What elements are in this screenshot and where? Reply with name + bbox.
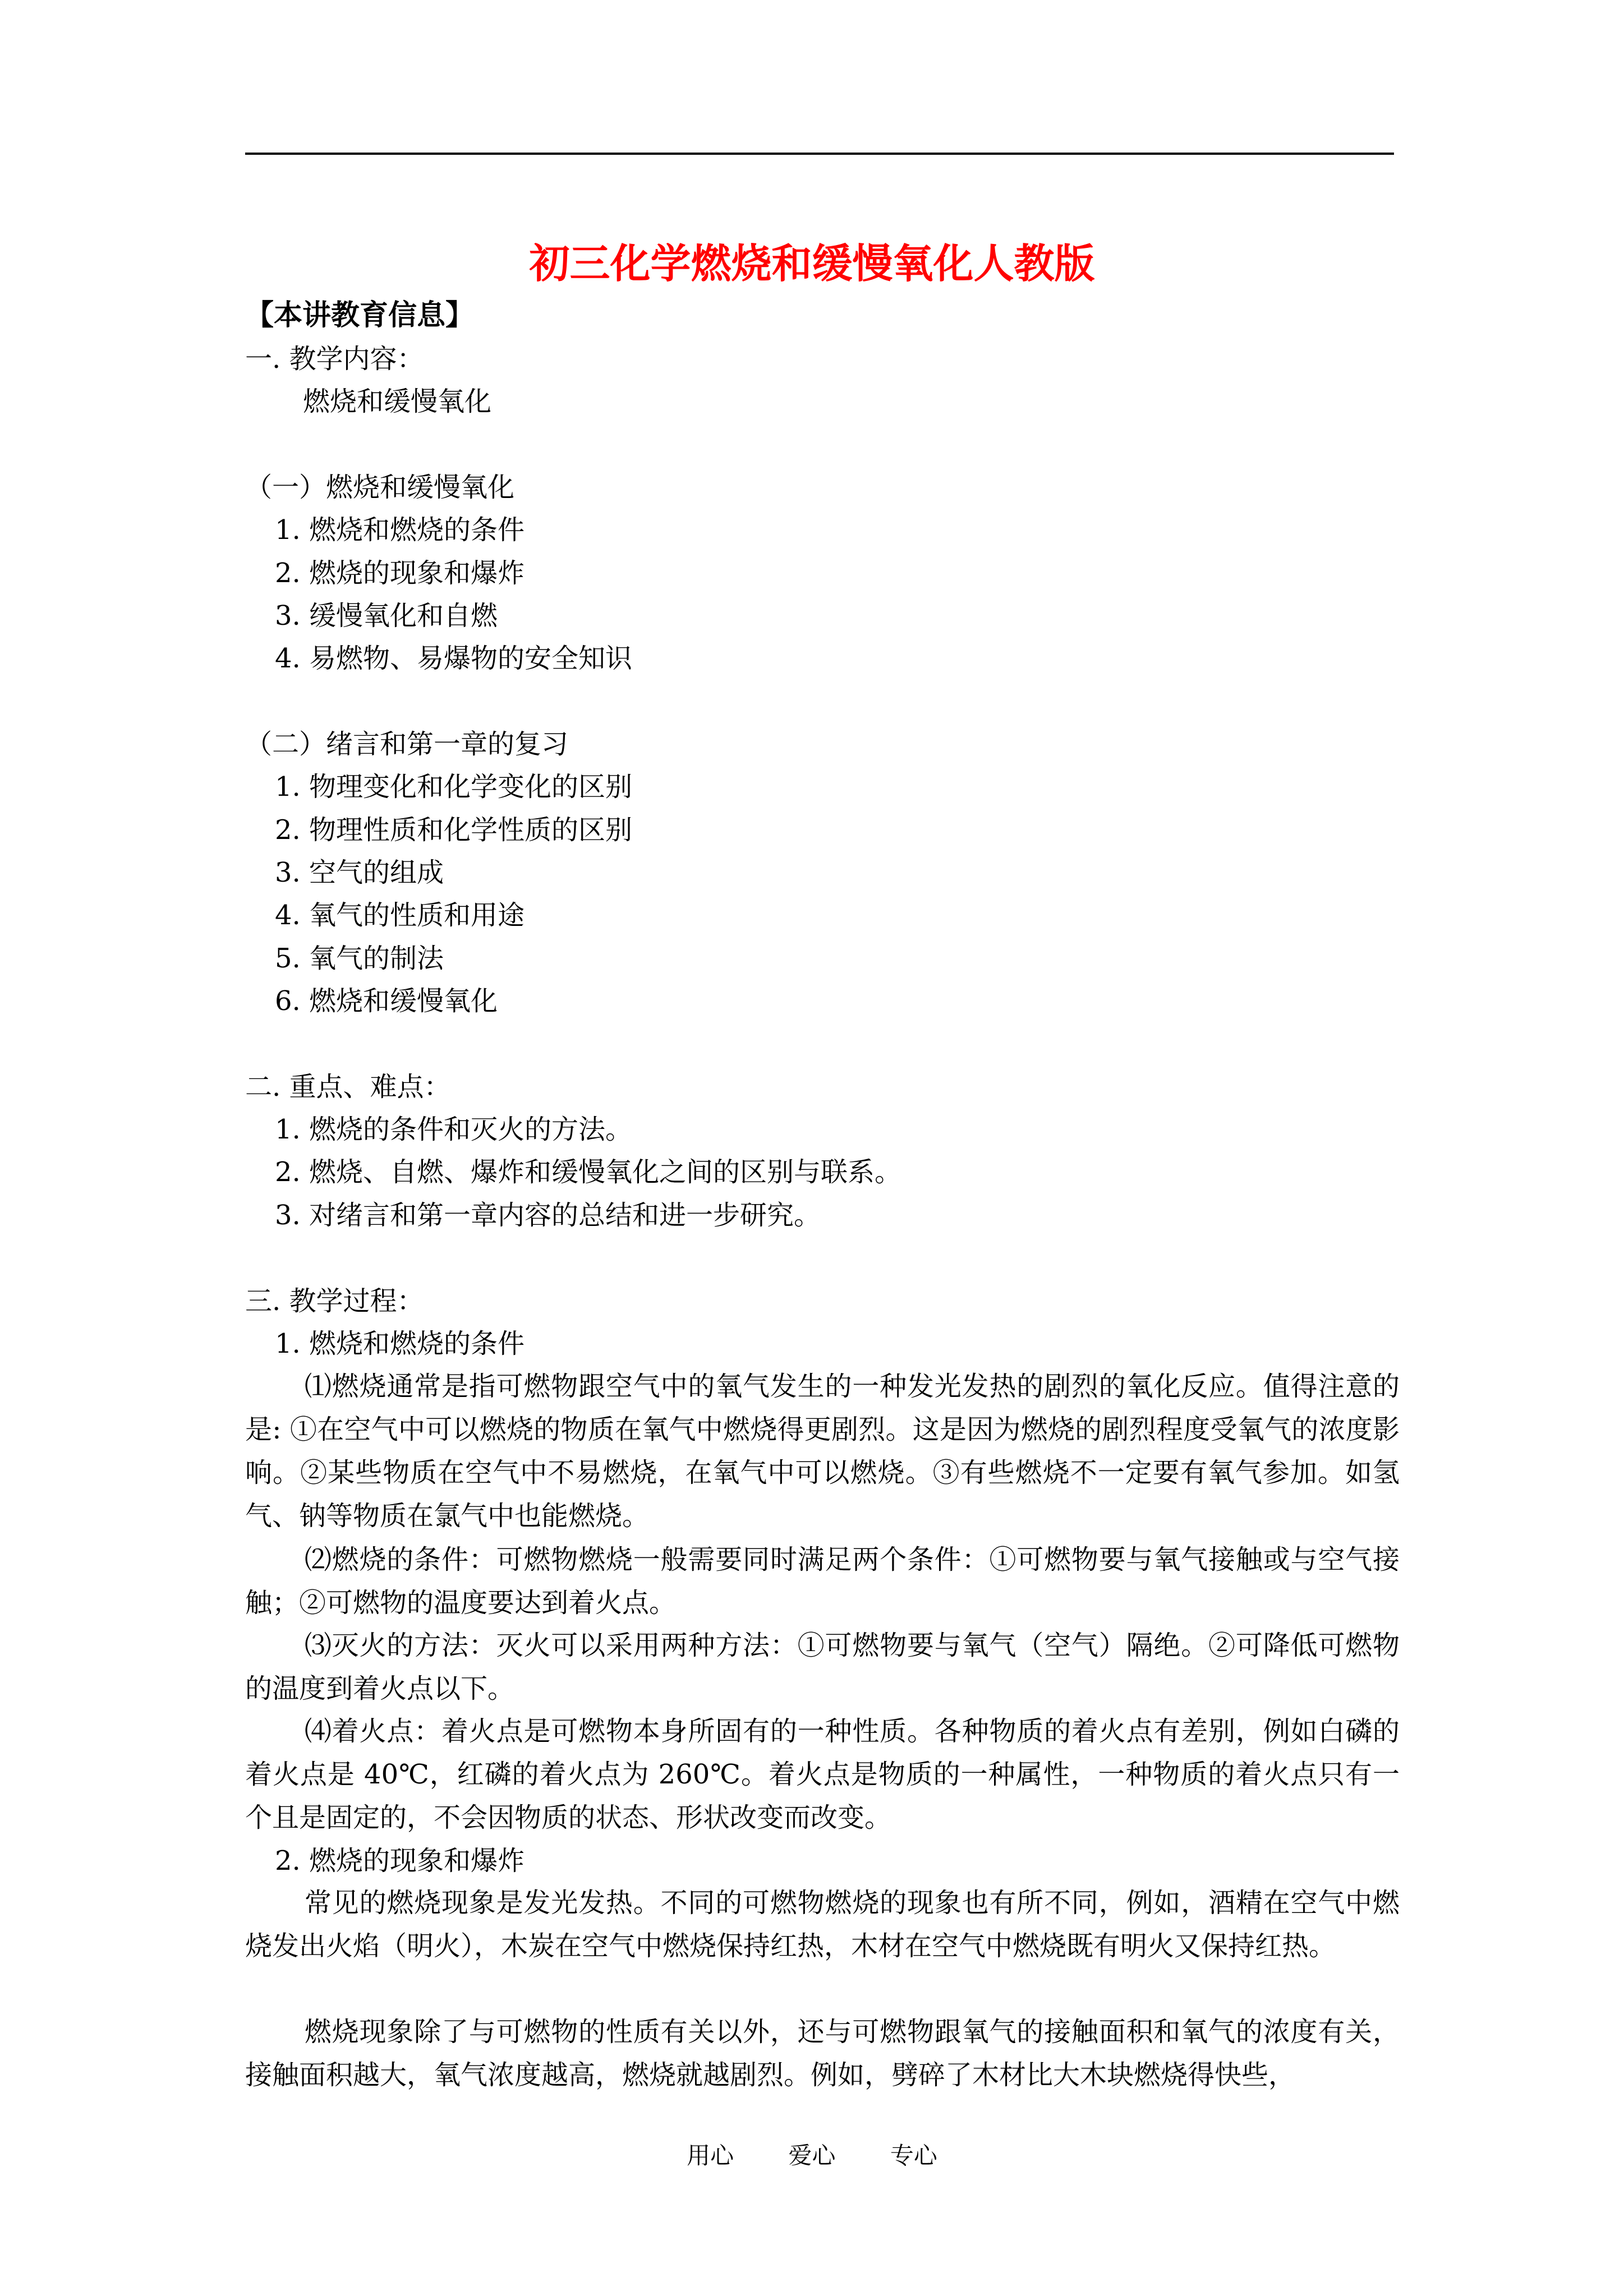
section-header: 【本讲教育信息】 bbox=[245, 299, 475, 332]
list-item: 4. 易燃物、易爆物的安全知识 bbox=[275, 643, 633, 674]
header-rule bbox=[245, 153, 1394, 155]
list-item: 5. 氧气的制法 bbox=[275, 943, 444, 974]
group2-heading: （二）绪言和第一章的复习 bbox=[245, 729, 569, 760]
list-item: 3. 空气的组成 bbox=[275, 857, 444, 888]
list-item: 2. 燃烧、自燃、爆炸和缓慢氧化之间的区别与联系。 bbox=[275, 1156, 902, 1188]
footer-text: 专心 bbox=[890, 2142, 937, 2169]
footer-text: 用心 bbox=[687, 2142, 734, 2169]
part3-heading: 三. 教学过程： bbox=[245, 1285, 424, 1317]
document-title: 初三化学燃烧和缓慢氧化人教版 bbox=[529, 240, 1095, 287]
group1-heading: （一）燃烧和缓慢氧化 bbox=[245, 472, 515, 503]
list-item: 1. 物理变化和化学变化的区别 bbox=[275, 771, 633, 803]
part1-heading: 一. 教学内容： bbox=[245, 343, 424, 375]
list-item: 3. 缓慢氧化和自燃 bbox=[275, 600, 498, 631]
list-item: 2. 燃烧的现象和爆炸 bbox=[275, 557, 525, 589]
list-item: 1. 燃烧的条件和灭火的方法。 bbox=[275, 1114, 633, 1145]
paragraph: ⑶灭火的方法：灭火可以采用两种方法：①可燃物要与氧气（空气）隔绝。②可降低可燃物的温度到着火点以下。 bbox=[245, 1630, 1400, 1704]
list-item: 2. 物理性质和化学性质的区别 bbox=[275, 814, 633, 846]
subsection-title: 2. 燃烧的现象和爆炸 bbox=[275, 1845, 525, 1877]
footer bbox=[0, 2139, 1624, 2173]
list-item: 3. 对绪言和第一章内容的总结和进一步研究。 bbox=[275, 1200, 821, 1231]
subsection-title: 1. 燃烧和燃烧的条件 bbox=[275, 1328, 525, 1359]
list-item: 4. 氧气的性质和用途 bbox=[275, 900, 525, 931]
paragraph: ⑷着火点：着火点是可燃物本身所固有的一种性质。各种物质的着火点有差别，例如白磷的着火点是 40℃，红磷的着火点为 260℃。着火点是物质的一种属性，一种物质的着火点只有一个且是固定的，不会因物质的状态、形状改变而改变。 bbox=[245, 1716, 1400, 1833]
part1-subject: 燃烧和缓慢氧化 bbox=[303, 386, 492, 417]
list-item: 6. 燃烧和缓慢氧化 bbox=[275, 985, 498, 1017]
paragraph: 常见的燃烧现象是发光发热。不同的可燃物燃烧的现象也有所不同，例如，酒精在空气中燃烧发出火焰（明火），木炭在空气中燃烧保持红热，木材在空气中燃烧既有明火又保持红热。 bbox=[245, 1887, 1400, 1962]
paragraph: ⑵燃烧的条件：可燃物燃烧一般需要同时满足两个条件：①可燃物要与氧气接触或与空气接触；②可燃物的温度要达到着火点。 bbox=[245, 1544, 1400, 1619]
paragraph: ⑴燃烧通常是指可燃物跟空气中的氧气发生的一种发光发热的剧烈的氧化反应。值得注意的是: ①在空气中可以燃烧的物质在氧气中燃烧得更剧烈。这是因为燃烧的剧烈程度受氧气的浓度影响。②某些物质在空气中不易燃烧，在氧气中可以燃烧。③有些燃烧不一定要有氧气参加。如氢气、钠等物质在氯气中也能燃烧。 bbox=[245, 1371, 1400, 1532]
footer-text: 爱心 bbox=[788, 2142, 836, 2169]
list-item: 1. 燃烧和燃烧的条件 bbox=[275, 514, 525, 546]
paragraph: 燃烧现象除了与可燃物的性质有关以外，还与可燃物跟氧气的接触面积和氧气的浓度有关，接触面积越大，氧气浓度越高，燃烧就越剧烈。例如，劈碎了木材比大木块燃烧得快些， bbox=[245, 2016, 1400, 2091]
part2-heading: 二. 重点、难点： bbox=[245, 1071, 451, 1103]
